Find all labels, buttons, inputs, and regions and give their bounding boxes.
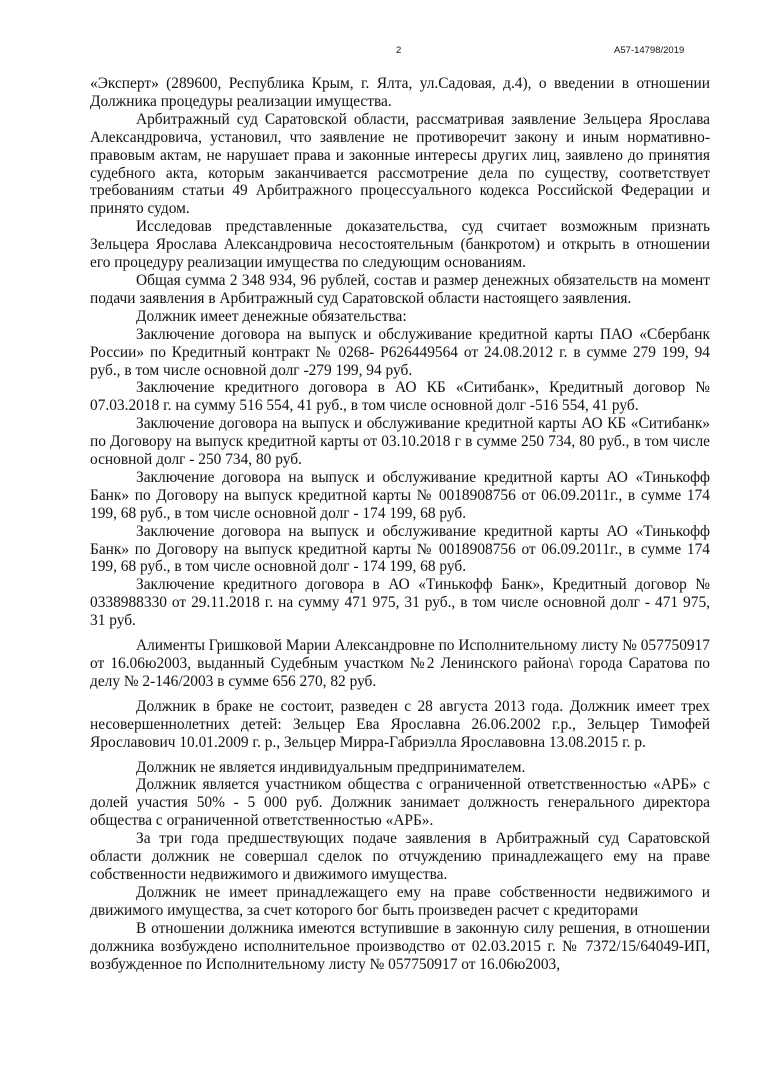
paragraph-3: Исследовав представленные доказательства, суд считает возможным признать Зельцера Ярослава Александровича несостоятельным (банкротом) и открыть в отношении его процедуру реализации имущества по следующим основаниям.: [90, 218, 710, 272]
paragraph-10: Заключение договора на выпуск и обслуживание кредитной карты АО «Тинькофф Банк» по Договору на выпуск кредитной карты № 0018908756 от 06.09.2011г., в сумме 174 199, 68 руб., в том числе основной долг - 174 199, 68 руб.: [90, 522, 710, 576]
document-body: [90, 75, 710, 973]
paragraph-2: Арбитражный суд Саратовской области, рассматривая заявление Зельцера Ярослава Александровича, установил, что заявление не противоречит закону и иным нормативно-правовым актам, не нарушает права и законные интересы других лиц, заявлено до принятия судебного акта, которым заканчивается рассмотрение дела по существу, соответствует требованиям статьи 49 Арбитражного процессуального кодекса Российской Федерации и принято судом.: [90, 110, 710, 218]
paragraph-12: Алименты Гришковой Марии Александровне по Исполнительному листу № 057750917 от 16.06ю2003, выданный Судебным участком №2 Ленинского района\ города Саратова по делу № 2-146/2003 в сумме 656 270, 82 руб.: [90, 637, 710, 690]
page-number: 2: [396, 45, 402, 56]
paragraph-7: Заключение кредитного договора в АО КБ «Ситибанк», Кредитный договор № 07.03.2018 г. на сумму 516 554, 41 руб., в том числе основной долг -516 554, 41 руб.: [90, 379, 710, 415]
paragraph-15: Должник является участником общества с ограниченной ответственностью «АРБ» с долей участия 50% - 5 000 руб. Должник занимает должность генерального директора общества с ограниченной ответственностью «АРБ».: [90, 776, 710, 830]
paragraph-13: Должник в браке не состоит, разведен с 28 августа 2013 года. Должник имеет трех несовершеннолетних детей: Зельцер Ева Ярославна 26.06.2002 г.р., Зельцер Тимофей Ярославович 10.01.2009 г. р., Зельцер Мирра-Габриэлла Ярославовна 13.08.2015 г. р.: [90, 697, 710, 751]
paragraph-9: Заключение договора на выпуск и обслуживание кредитной карты АО «Тинькофф Банк» по Договору на выпуск кредитной карты № 0018908756 от 06.09.2011г., в сумме 174 199, 68 руб., в том числе основной долг - 174 199, 68 руб.: [90, 468, 710, 522]
paragraph-1: «Эксперт» (289600, Республика Крым, г. Ялта, ул.Садовая, д.4), о введении в отношении Должника процедуры реализации имущества.: [90, 75, 710, 110]
paragraph-18: В отношении должника имеются вступившие в законную силу решения, в отношении должника возбуждено исполнительное производство от 02.03.2015 г. № 7372/15/64049-ИП, возбужденное по Исполнительному листу № 057750917 от 16.06ю2003,: [90, 919, 710, 973]
paragraph-8: Заключение договора на выпуск и обслуживание кредитной карты АО КБ «Ситибанк» по Договору на выпуск кредитной карты от 03.10.2018 г в сумме 250 734, 80 руб., в том числе основной долг - 250 734, 80 руб.: [90, 415, 710, 469]
paragraph-6: Заключение договора на выпуск и обслуживание кредитной карты ПАО «Сбербанк России» по Кредитный контракт № 0268- Р626449564 от 24.08.2012 г. в сумме 279 199, 94 руб., в том числе основной долг -279 199, 94 руб.: [90, 325, 710, 379]
paragraph-11: Заключение кредитного договора в АО «Тинькофф Банк», Кредитный договор № 0338988330 от 29.11.2018 г. на сумму 471 975, 31 руб., в том числе основной долг - 471 975, 31 руб.: [90, 576, 710, 630]
paragraph-17: Должник не имеет принадлежащего ему на праве собственности недвижимого и движимого имущества, за счет которого бог быть произведен расчет с кредиторами: [90, 883, 710, 919]
paragraph-5: Должник имеет денежные обязательства:: [136, 307, 407, 325]
page-header: [0, 45, 764, 63]
case-number: А57-14798/2019: [614, 45, 685, 56]
paragraph-16: За три года предшествующих подаче заявления в Арбитражный суд Саратовской области должник не совершал сделок по отчуждению принадлежащего ему на праве собственности недвижимого и движимого имущества.: [90, 830, 710, 883]
paragraph-4: Общая сумма 2 348 934, 96 рублей, состав и размер денежных обязательств на момент подачи заявления в Арбитражный суд Саратовской области настоящего заявления.: [90, 271, 710, 307]
paragraph-14: Должник не является индивидуальным предпринимателем.: [136, 758, 526, 776]
